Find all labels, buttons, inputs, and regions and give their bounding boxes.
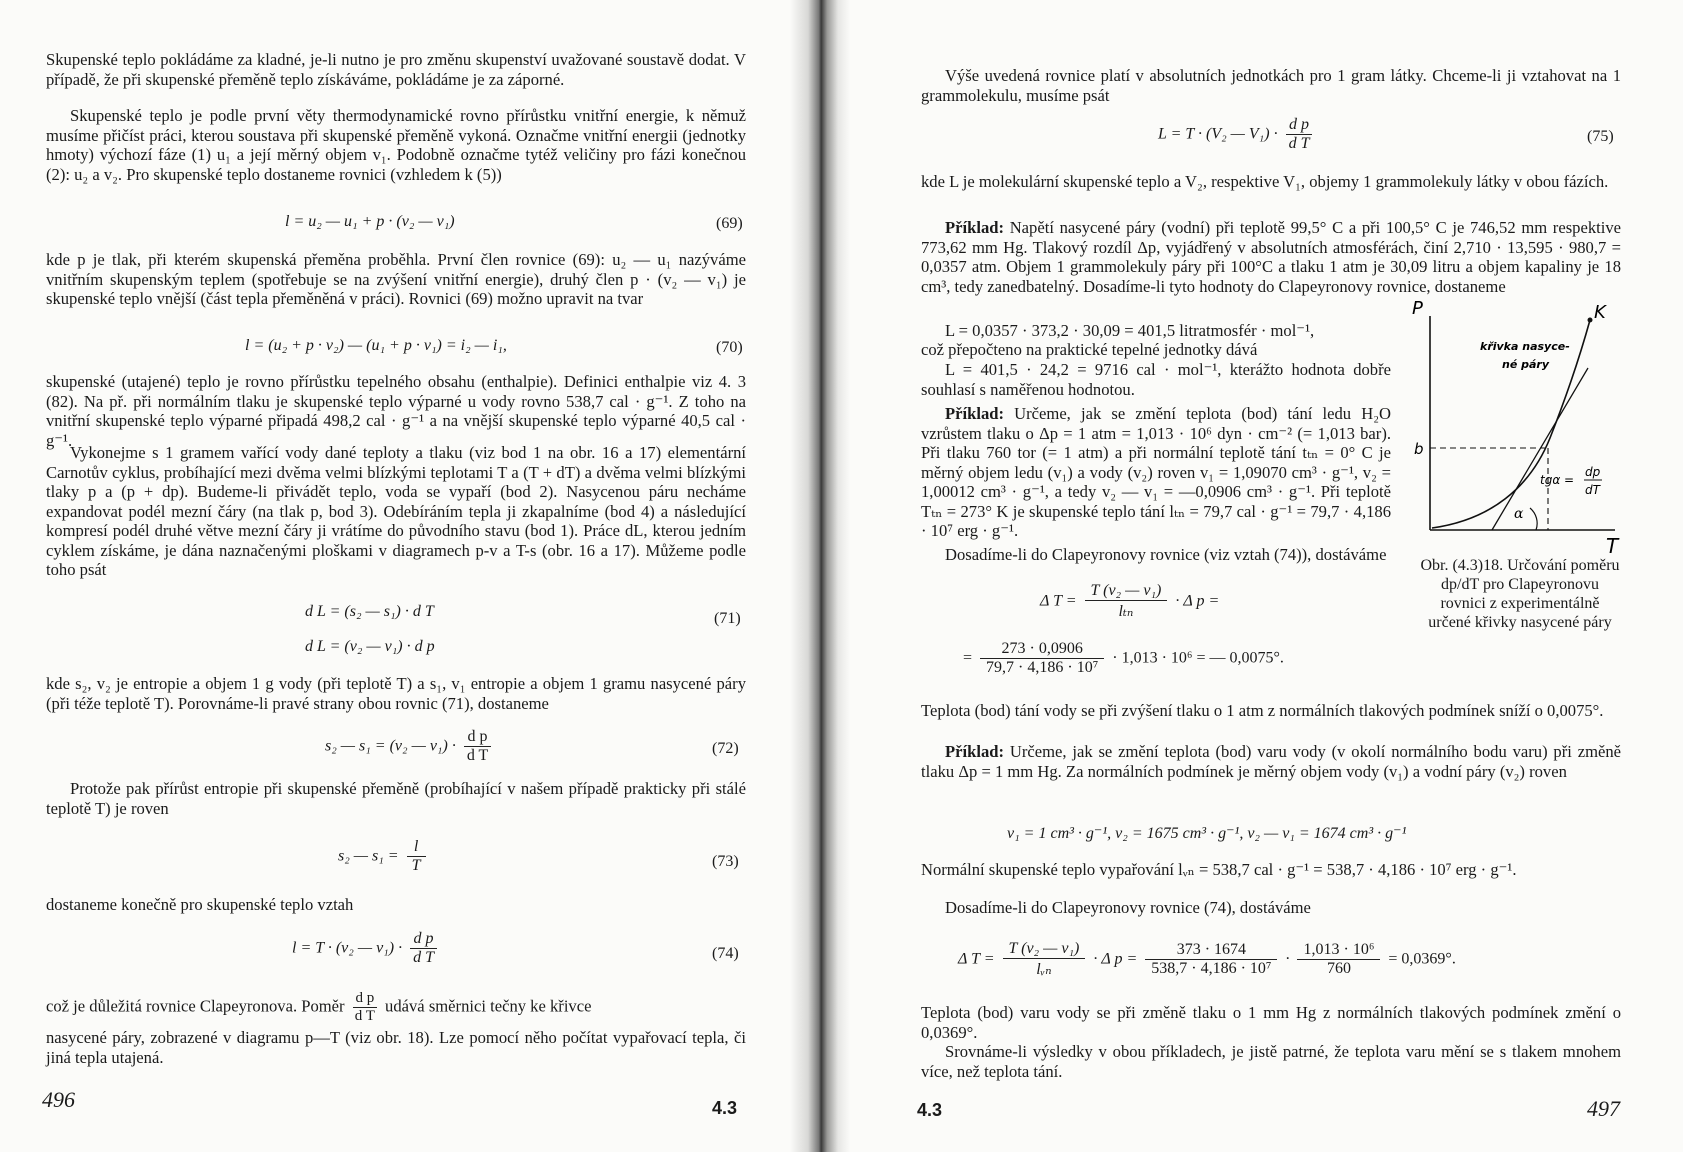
equation-boiling xyxy=(958,940,1456,979)
substitute-text: Dosadíme-li do Clapeyronovy rovnice (74), dostáváme xyxy=(945,898,1311,917)
equation-70-number: (70) xyxy=(716,339,743,356)
eq-melt-num: T (v₂ — v₁) xyxy=(1085,582,1168,601)
equation-75-lhs: L = T · (V₂ — V₁) · xyxy=(1158,125,1278,143)
eq-melt-rhs: · Δ p = xyxy=(1175,592,1220,610)
right-page xyxy=(835,0,1683,1152)
equation-69-number: (69) xyxy=(716,215,743,232)
example-2-text: Určeme, jak se změní teplota (bod) tání ledu H₂O vzrůstem tlaku o Δp = 1 atm = 1,013 · 10⁶ dyn · cm⁻² (= 1,013 bar). Při tlaku 760 tor (= 1 atm) a při normální teplotě tání tₜₙ = 0° C je měrný objem ledu (v₁) a vody (v₂) roven v₁ = 1,09070 cm³ · g⁻¹, v₂ = 1,00012 cm³ · g⁻¹, a tedy v₂ — v₁ = —0,0906 cm³ · g⁻¹. Při teplotě Tₜₙ = 273° K je skupenské teplo tání lₜₙ = 79,7 cal · g⁻¹ = 79,7 · 4,186 · 10⁷ erg · g⁻¹. xyxy=(921,404,1391,540)
left-para-9-end: nasycené páry, zobrazené v diagramu p—T (viz obr. 18). Lze pomocí něho počítat vypařovací tepla, či jiná tepla utajená. xyxy=(46,1028,746,1067)
eq-boil-dot: · xyxy=(1285,950,1290,968)
result-boiling: Teplota (bod) varu vody se při změně tlaku o 1 mm Hg z normálních tlakových podmínek změní o 0,0369°. xyxy=(921,1003,1621,1042)
figure-label-K: K xyxy=(1594,302,1606,323)
figure-18-caption: Obr. (4.3)18. Určování poměru dp/dT pro Clapeyronovu rovnici z experimentálně určené křivky nasycené páry xyxy=(1420,557,1620,631)
eq-melt2-lead: = xyxy=(963,649,973,667)
eq-boil-den2: 538,7 · 4,186 · 10⁷ xyxy=(1151,960,1272,977)
left-para-5: Vykonejme s 1 gramem vařící vody dané teploty a tlaku (viz bod 1 na obr. 16 a 17) elementární Carnotův cyklus, probíhající mezi dvěma velmi blízkými teplotami T a (T + dT) a dvěma velmi blízkými tlaky p a (p + dp). Budeme-li přivádět teplo, voda se vypaří (bod 2). Nasycenou páru necháme expandovat podél mezní čáry (na tlak p, bod 3). Odebíráním tepla ji zkapalníme (bod 4) a následující kompresí podél druhé větve mezní čáry ji vrátíme do původního stavu (bod 1). Práce dL, kterou jedním cyklem získáme, je dána naznačenými ploškami v diagramech p-v a T-s (obr. 16 a 17). Můžeme podle toho psát xyxy=(46,443,746,579)
figure-tan-num: dp xyxy=(1585,465,1601,479)
eq-melt-lhs: Δ T = xyxy=(1040,592,1077,610)
equation-73 xyxy=(338,838,426,875)
equation-70: l = (u₂ + p · v₂) — (u₁ + p · v₁) = i₂ — i₁, xyxy=(245,337,507,354)
equation-73-numerator: l xyxy=(407,838,426,857)
equation-71-number: (71) xyxy=(714,610,741,627)
eq-boil-lhs: Δ T = xyxy=(958,950,995,968)
equation-volumes: v₁ = 1 cm³ · g⁻¹, v₂ = 1675 cm³ · g⁻¹, v₂ — v₁ = 1674 cm³ · g⁻¹ xyxy=(1007,825,1407,842)
left-para-3: kde p je tlak, při kterém skupenská přeměna proběhla. První člen rovnice (69): u₂ — u₁ nazýváme vnitřním skupenským teplem (spotřebuje se na zvýšení vnitřní energie), druhý člen p · (v₂ — v₁) je skupenské teplo vnější (část tepla přeměněná v práci). Rovnici (69) možno upravit na tvar xyxy=(46,250,746,308)
equation-74-number: (74) xyxy=(712,945,739,962)
example-3-label: Příklad: xyxy=(945,742,1005,761)
left-page xyxy=(0,0,815,1152)
equation-melting-2 xyxy=(963,640,1284,677)
equation-71a: d L = (s₂ — s₁) · d T xyxy=(305,603,434,620)
example-2 xyxy=(921,404,1391,541)
eq-boil-num3: 1,013 · 10⁶ xyxy=(1297,941,1380,960)
equation-74-numerator: d p xyxy=(410,930,437,949)
example-2-label: Příklad: xyxy=(945,404,1005,423)
equation-72 xyxy=(325,728,491,765)
conclusion: Srovnáme-li výsledky v obou příkladech, je jistě patrné, že teplota varu mění se s tlakem mnohem více, než teplota tání. xyxy=(921,1042,1621,1081)
figure-curve-label-1: křivka nasyce- xyxy=(1480,340,1570,353)
left-para-9 xyxy=(46,990,746,1025)
left-para-9-frac-num: d p xyxy=(353,990,377,1008)
right-para-2: kde L je molekulární skupenské teplo a V₂, respektive V₁, objemy 1 grammolekuly látky v obou fázích. xyxy=(921,172,1609,191)
figure-alpha: α xyxy=(1514,506,1524,522)
equation-73-denominator: T xyxy=(411,857,421,874)
eq-boil-rhs: = 0,0369°. xyxy=(1388,950,1456,968)
left-para-6: kde s₂, v₂ je entropie a objem 1 g vody (při teplotě T) a s₁, v₁ entropie a objem 1 gramu nasycené páry (při téže teplotě T). Porovnáme-li pravé strany obou rovnic (71), dostaneme xyxy=(46,674,746,713)
eq-boil-num1: T (v₂ — v₁) xyxy=(1003,940,1086,959)
left-para-8: dostaneme konečně pro skupenské teplo vztah xyxy=(46,895,354,914)
eq-melt2-num: 273 · 0,0906 xyxy=(980,640,1104,659)
example-1-text: Napětí nasycené páry (vodní) při teplotě 99,5° C a při 100,5° C je 746,52 mm respektive 773,62 mm Hg. Tlakový rozdíl Δp, vyjádřený v absolutních atmosférách, činí 2,710 · 13,595 · 980,7 = 0,0357 atm. Objem 1 grammolekuly páry při 100°C a tlaku 1 atm je 30,09 litru a objem kapaliny je 18 cm³, tedy zanedbatelný. Dosadíme-li tyto hodnoty do Clapeyronovy rovnice, dostaneme xyxy=(921,218,1621,296)
figure-axis-T: T xyxy=(1606,534,1619,558)
example-2-text-2: Dosadíme-li do Clapeyronovy rovnice (viz vztah (74)), dostáváme xyxy=(945,545,1387,564)
figure-tan-label: tgα = xyxy=(1540,473,1575,487)
angle-arc xyxy=(1530,508,1537,530)
left-para-4: skupenské (utajené) teplo je rovno přírůstku tepelného obsahu (enthalpie). Definici enthalpie viz 4. 3 (82). Na př. při normálním tlaku je skupenské teplo výparné u vody rovno 538,7 cal · g⁻¹. Z toho na vnitřní skupenské teplo výparné připadá 498,2 cal · g⁻¹ a na vnější skupenské teplo výparné 40,5 cal · g⁻¹. xyxy=(46,372,746,450)
left-page-number: 496 xyxy=(42,1087,75,1112)
equation-73-number: (73) xyxy=(712,853,739,870)
equation-75-numerator: d p xyxy=(1286,116,1313,135)
eq-melt2-rhs: · 1,013 · 10⁶ = — 0,0075°. xyxy=(1112,649,1284,667)
equation-72-numerator: d p xyxy=(464,728,491,747)
equation-melting-1 xyxy=(1040,582,1219,621)
left-section-marker: 4.3 xyxy=(712,1098,738,1118)
left-para-9-start: což je důležitá rovnice Clapeyronova. Poměr xyxy=(46,996,345,1016)
example-3-text: Určeme, jak se změní teplota (bod) varu vody (v okolí normálního bodu varu) při změně tlaku Δp = 1 mm Hg. Za normálních podmínek je měrný objem vody (v₁) a vodní páry (v₂) roven xyxy=(921,742,1621,781)
equation-69: l = u₂ — u₁ + p · (v₂ — v₁) xyxy=(285,213,455,230)
figure-curve-label-2: né páry xyxy=(1502,358,1550,371)
example-1 xyxy=(921,218,1621,296)
right-para-1: Výše uvedená rovnice platí v absolutních jednotkách pro 1 gram látky. Chceme-li ji vztahovat na 1 grammolekulu, musíme psát xyxy=(921,66,1621,105)
equation-73-lhs: s₂ — s₁ = xyxy=(338,847,399,865)
eq-melt2-den: 79,7 · 4,186 · 10⁷ xyxy=(986,659,1099,676)
left-para-2: Skupenské teplo je podle první věty thermodynamické rovno přírůstku vnitřní energie, k němuž musíme přičíst práci, kterou soustava při skupenské přeměně vykoná. Označme vnitřní energii (jednotky hmoty) výchozí fáze (1) u₁ a její měrný objem v₁. Podobně označme tytéž veličiny pro fázi konečnou (2): u₂ a v₂. Pro skupenské teplo dostaneme rovnici (vzhledem k (5)) xyxy=(46,106,746,184)
equation-75 xyxy=(1158,116,1312,153)
right-page-number: 497 xyxy=(1587,1096,1620,1121)
example-1-line-2: což přepočteno na praktické tepelné jednotky dává xyxy=(921,340,1258,359)
right-section-marker: 4.3 xyxy=(917,1100,943,1120)
example-1-label: Příklad: xyxy=(945,218,1005,237)
eq-boil-den1: lᵥₙ xyxy=(1036,961,1052,978)
example-1-line-1: L = 0,0357 · 373,2 · 30,09 = 401,5 litratmosfér · mol⁻¹, xyxy=(945,321,1315,340)
eq-boil-num2: 373 · 1674 xyxy=(1145,941,1277,960)
left-para-9-frac-den: d T xyxy=(354,1008,375,1024)
equation-71b: d L = (v₂ — v₁) · d p xyxy=(305,638,435,655)
figure-label-b: b xyxy=(1414,440,1424,458)
equation-74-lhs: l = T · (v₂ — v₁) · xyxy=(292,939,403,957)
equation-74-denominator: d T xyxy=(413,949,434,966)
eq-boil-den3: 760 xyxy=(1326,960,1351,977)
eq-melt-den: lₜₙ xyxy=(1118,603,1134,620)
left-para-9-mid: udává směrnici tečny ke křivce xyxy=(385,996,592,1016)
example-3 xyxy=(921,742,1621,781)
equation-72-number: (72) xyxy=(712,740,739,757)
normal-latent-heat: Normální skupenské teplo vypařování lᵥₙ = 538,7 cal · g⁻¹ = 538,7 · 4,186 · 10⁷ erg · g⁻¹. xyxy=(921,860,1517,879)
equation-72-denominator: d T xyxy=(466,747,489,764)
point-K xyxy=(1588,318,1593,323)
figure-axis-p: P xyxy=(1412,298,1423,319)
equation-75-number: (75) xyxy=(1587,128,1614,145)
result-melting: Teplota (bod) tání vody se při zvýšení tlaku o 1 atm z normálních tlakových podmínek sníží o 0,0075°. xyxy=(921,701,1604,720)
equation-74 xyxy=(292,930,437,967)
tangent-line xyxy=(1492,368,1588,530)
eq-boil-mid: · Δ p = xyxy=(1093,950,1138,968)
equation-72-lhs: s₂ — s₁ = (v₂ — v₁) · xyxy=(325,737,456,755)
equation-75-denominator: d T xyxy=(1288,135,1310,152)
left-para-1: Skupenské teplo pokládáme za kladné, je-li nutno je pro změnu skupenství uvažované soustavě dodat. V případě, že při skupenské přeměně teplo získáváme, pokládáme je za záporné. xyxy=(46,50,746,89)
figure-18-saturated-vapor-curve xyxy=(1410,298,1630,568)
left-para-7: Protože pak přírůst entropie při skupenské přeměně (probíhající v našem případě prakticky při stálé teplotě T) je roven xyxy=(46,779,746,818)
figure-tan-den: dT xyxy=(1585,483,1600,497)
example-1-line-3: L = 401,5 · 24,2 = 9716 cal · mol⁻¹, kterážto hodnota dobře souhlasí s naměřenou hodnotou. xyxy=(921,360,1391,399)
